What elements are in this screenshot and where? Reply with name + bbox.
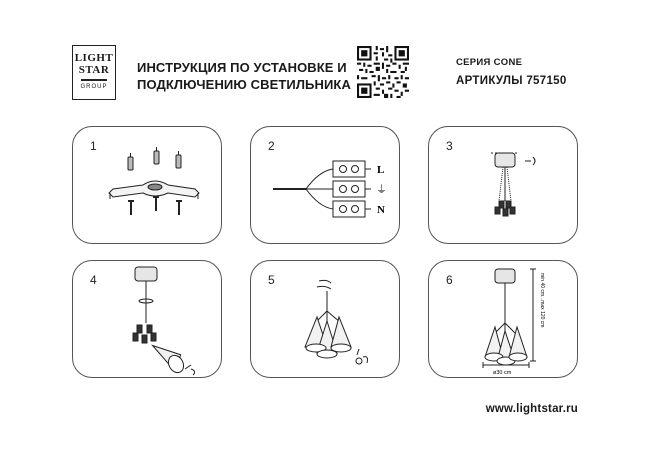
logo-word-light: LIGHT	[74, 52, 114, 64]
canopy-fixing-illustration	[429, 127, 579, 245]
step-1-panel	[72, 126, 222, 244]
wiring-terminal-illustration	[251, 127, 401, 245]
step-number: 6	[446, 273, 453, 287]
bulb-installation-illustration	[251, 261, 401, 379]
step-number: 4	[90, 273, 97, 287]
lightstar-logo	[72, 45, 116, 100]
logo-word-star: STAR	[78, 64, 110, 76]
terminal-label-neutral: N	[377, 204, 385, 216]
terminal-label-live: L	[377, 164, 385, 176]
terminal-label-ground: ⏚	[376, 183, 387, 196]
step-number: 1	[90, 139, 97, 153]
step-number: 5	[268, 273, 275, 287]
page-title	[137, 59, 352, 93]
logo-word-group: GROUP	[80, 84, 108, 90]
step-6-panel	[428, 260, 578, 378]
qr-code-icon	[357, 46, 409, 98]
website-link[interactable]: www.lightstar.ru	[485, 403, 578, 415]
shade-attachment-illustration	[73, 261, 223, 379]
article-label: АРТИКУЛЫ 757150	[456, 75, 567, 87]
series-label: СЕРИЯ CONE	[456, 57, 523, 68]
diameter-label: ø30 cm	[493, 370, 512, 376]
title-line-2: ПОДКЛЮЧЕНИЮ СВЕТИЛЬНИКА	[137, 77, 351, 92]
step-3-panel	[428, 126, 578, 244]
step-number: 3	[446, 139, 453, 153]
height-range-label: min 40 cm...max 120 cm	[539, 273, 545, 328]
step-5-panel	[250, 260, 400, 378]
title-line-1: ИНСТРУКЦИЯ ПО УСТАНОВКЕ И	[137, 60, 347, 75]
dimensions-illustration	[429, 261, 579, 379]
step-number: 2	[268, 139, 275, 153]
logo-divider	[81, 79, 107, 81]
step-2-panel	[250, 126, 400, 244]
bracket-mounting-illustration	[73, 127, 223, 245]
step-4-panel	[72, 260, 222, 378]
